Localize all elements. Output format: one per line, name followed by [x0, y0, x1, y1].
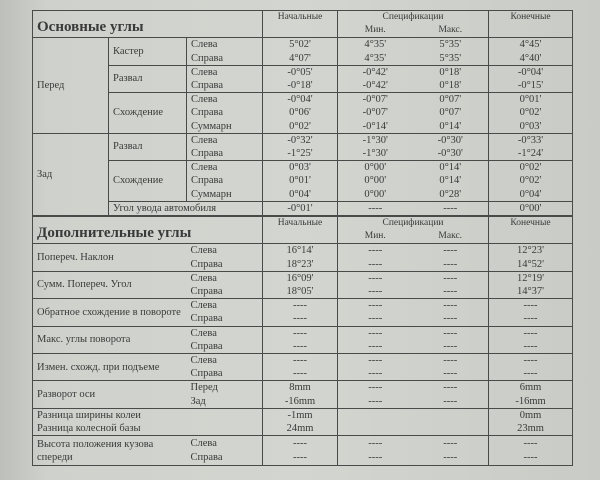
- side-label: Справа: [187, 367, 263, 381]
- header-min: Мин.: [338, 24, 413, 38]
- spec-max-value: 0°18': [413, 79, 489, 93]
- spec-min-value: [338, 422, 413, 436]
- param-label: Кастер: [109, 38, 187, 65]
- header-min: Мин.: [338, 230, 413, 244]
- final-value: ----: [489, 340, 573, 354]
- spec-min-value: ----: [338, 436, 413, 451]
- spec-max-value: ----: [413, 299, 489, 313]
- spec-min-value: -0°14': [338, 120, 413, 134]
- table-row: [33, 38, 573, 52]
- item-label: Измен. схожд. при подъеме: [33, 353, 187, 380]
- side-label: Справа: [187, 340, 263, 354]
- side-label: Слева: [187, 353, 263, 367]
- initial-value: -1°25': [263, 147, 338, 161]
- final-value: 14°37': [489, 285, 573, 299]
- side-label: Слева: [187, 299, 263, 313]
- header-final: Конечные: [489, 217, 573, 244]
- initial-value: -0°01': [263, 201, 338, 215]
- spec-min-value: 0°00': [338, 187, 413, 201]
- spec-max-value: ----: [413, 381, 489, 395]
- spec-max-value: 0°18': [413, 65, 489, 79]
- header-max: Макс.: [413, 24, 489, 38]
- side-label: Справа: [187, 174, 263, 187]
- item-label: Попереч. Наклон: [33, 244, 187, 271]
- side-label: Перед: [187, 381, 263, 395]
- final-value: 23mm: [489, 422, 573, 436]
- table-row: [33, 65, 573, 79]
- spec-min-value: -1°30': [338, 147, 413, 161]
- spec-max-value: ----: [413, 353, 489, 367]
- side-label: Слева: [187, 326, 263, 340]
- initial-value: 18°23': [263, 258, 338, 272]
- final-value: -1°24': [489, 147, 573, 161]
- spec-max-value: -0°30': [413, 133, 489, 147]
- spec-min-value: ----: [338, 326, 413, 340]
- spec-min-value: ----: [338, 271, 413, 285]
- final-value: 0°00': [489, 201, 573, 215]
- initial-value: 24mm: [263, 422, 338, 436]
- final-value: 4°45': [489, 38, 573, 52]
- initial-value: -0°32': [263, 133, 338, 147]
- spec-min-value: ----: [338, 340, 413, 354]
- side-label: Слева: [187, 271, 263, 285]
- initial-value: -0°04': [263, 93, 338, 107]
- final-value: -0°04': [489, 65, 573, 79]
- side-label: Справа: [187, 147, 263, 161]
- table-row: [33, 244, 573, 258]
- spec-max-value: ----: [413, 271, 489, 285]
- spec-max-value: ----: [413, 340, 489, 354]
- initial-value: -16mm: [263, 394, 338, 408]
- spec-min-value: ----: [338, 299, 413, 313]
- initial-value: ----: [263, 299, 338, 313]
- side-label: Справа: [187, 312, 263, 326]
- spec-max-value: ----: [413, 394, 489, 408]
- spec-max-value: ----: [413, 201, 489, 215]
- initial-value: ----: [263, 340, 338, 354]
- side-label: Суммарн: [187, 187, 263, 201]
- table-row: [33, 299, 573, 313]
- initial-value: ----: [263, 312, 338, 326]
- initial-value: 4°07': [263, 52, 338, 66]
- side-label: Слева: [187, 436, 263, 451]
- item-label: Высота положения кузова спереди: [33, 436, 187, 466]
- final-value: 6mm: [489, 381, 573, 395]
- side-label: Слева: [187, 161, 263, 175]
- section-title: Основные углы: [33, 11, 263, 38]
- spec-max-value: ----: [413, 312, 489, 326]
- table-row: [33, 93, 573, 107]
- initial-value: 0°03': [263, 161, 338, 175]
- final-value: ----: [489, 312, 573, 326]
- table-row: [33, 271, 573, 285]
- final-value: 0°01': [489, 93, 573, 107]
- final-value: ----: [489, 367, 573, 381]
- final-value: -0°33': [489, 133, 573, 147]
- header-row: [33, 217, 573, 231]
- table-row: [33, 422, 573, 436]
- initial-value: 16°14': [263, 244, 338, 258]
- side-label: Справа: [187, 52, 263, 66]
- final-value: 14°52': [489, 258, 573, 272]
- spec-min-value: -0°42': [338, 65, 413, 79]
- main-angles-table: [32, 10, 573, 216]
- item-label: Разница ширины колеи: [33, 408, 263, 422]
- final-value: 0°02': [489, 174, 573, 187]
- spec-min-value: ----: [338, 244, 413, 258]
- final-value: 0mm: [489, 408, 573, 422]
- item-label: Обратное схождение в повороте: [33, 299, 187, 326]
- spec-max-value: [413, 422, 489, 436]
- spec-max-value: 0°14': [413, 174, 489, 187]
- param-label: Развал: [109, 65, 187, 92]
- initial-value: 0°06': [263, 106, 338, 119]
- spec-max-value: 0°07': [413, 106, 489, 119]
- final-value: 0°03': [489, 120, 573, 134]
- header-final: Конечные: [489, 11, 573, 38]
- initial-value: 18°05': [263, 285, 338, 299]
- spec-max-value: ----: [413, 436, 489, 451]
- table-row: [33, 326, 573, 340]
- side-label: Зад: [187, 394, 263, 408]
- spec-max-value: 0°14': [413, 120, 489, 134]
- spec-min-value: ----: [338, 201, 413, 215]
- spec-min-value: ----: [338, 381, 413, 395]
- side-label: Справа: [187, 258, 263, 272]
- spec-min-value: ----: [338, 285, 413, 299]
- spec-max-value: 5°35': [413, 52, 489, 66]
- initial-value: 8mm: [263, 381, 338, 395]
- spec-min-value: ----: [338, 367, 413, 381]
- item-label: Разница колесной базы: [33, 422, 263, 436]
- initial-value: ----: [263, 436, 338, 451]
- final-value: 0°02': [489, 161, 573, 175]
- final-value: ----: [489, 451, 573, 466]
- table-row: [33, 408, 573, 422]
- side-label: Слева: [187, 244, 263, 258]
- spec-max-value: -0°30': [413, 147, 489, 161]
- initial-value: ----: [263, 367, 338, 381]
- initial-value: -1mm: [263, 408, 338, 422]
- spec-max-value: ----: [413, 326, 489, 340]
- table-row: [33, 381, 573, 395]
- initial-value: 0°02': [263, 120, 338, 134]
- initial-value: 5°02': [263, 38, 338, 52]
- initial-value: ----: [263, 353, 338, 367]
- table-row: [33, 436, 573, 451]
- table-row: [33, 161, 573, 175]
- param-label: Схождение: [109, 93, 187, 134]
- spec-min-value: 4°35': [338, 52, 413, 66]
- final-value: 0°04': [489, 187, 573, 201]
- header-initial: Начальные: [263, 11, 338, 38]
- initial-value: 16°09': [263, 271, 338, 285]
- spec-max-value: 0°07': [413, 93, 489, 107]
- side-label: Справа: [187, 106, 263, 119]
- initial-value: -0°18': [263, 79, 338, 93]
- initial-value: -0°05': [263, 65, 338, 79]
- spec-max-value: ----: [413, 285, 489, 299]
- side-label: Справа: [187, 285, 263, 299]
- spec-min-value: -0°42': [338, 79, 413, 93]
- additional-angles-table: [32, 216, 573, 466]
- final-value: ----: [489, 326, 573, 340]
- final-value: -16mm: [489, 394, 573, 408]
- spec-max-value: ----: [413, 258, 489, 272]
- header-row: [33, 11, 573, 25]
- spec-max-value: 0°28': [413, 187, 489, 201]
- spec-max-value: ----: [413, 244, 489, 258]
- initial-value: 0°01': [263, 174, 338, 187]
- header-initial: Начальные: [263, 217, 338, 244]
- spec-max-value: 0°14': [413, 161, 489, 175]
- side-label: Слева: [187, 65, 263, 79]
- spec-min-value: 4°35': [338, 38, 413, 52]
- item-label: Макс. углы поворота: [33, 326, 187, 353]
- spec-min-value: ----: [338, 394, 413, 408]
- spec-max-value: 5°35': [413, 38, 489, 52]
- final-value: ----: [489, 353, 573, 367]
- spec-min-value: -0°07': [338, 93, 413, 107]
- side-label: Слева: [187, 133, 263, 147]
- section-title: Дополнительные углы: [33, 217, 263, 244]
- final-value: ----: [489, 436, 573, 451]
- table-row: [33, 133, 573, 147]
- spec-min-value: ----: [338, 312, 413, 326]
- final-value: 12°19': [489, 271, 573, 285]
- item-label: Сумм. Попереч. Угол: [33, 271, 187, 298]
- spec-min-value: [338, 408, 413, 422]
- final-value: 4°40': [489, 52, 573, 66]
- spec-min-value: ----: [338, 258, 413, 272]
- item-label: Разворот оси: [33, 381, 187, 408]
- header-max: Макс.: [413, 230, 489, 244]
- final-value: -0°15': [489, 79, 573, 93]
- group-label: Зад: [33, 133, 109, 215]
- side-label: Справа: [187, 79, 263, 93]
- spec-min-value: ----: [338, 451, 413, 466]
- header-spec: Спецификации: [338, 217, 489, 231]
- spec-min-value: -1°30': [338, 133, 413, 147]
- group-label: Перед: [33, 38, 109, 133]
- side-label: Справа: [187, 451, 263, 466]
- param-label: Угол увода автомобиля: [109, 201, 263, 215]
- initial-value: 0°04': [263, 187, 338, 201]
- table-row: [33, 353, 573, 367]
- side-label: Слева: [187, 38, 263, 52]
- side-label: Слева: [187, 93, 263, 107]
- final-value: 12°23': [489, 244, 573, 258]
- final-value: ----: [489, 299, 573, 313]
- spec-min-value: -0°07': [338, 106, 413, 119]
- table-row: [33, 201, 573, 215]
- spec-max-value: ----: [413, 367, 489, 381]
- param-label: Развал: [109, 133, 187, 160]
- header-spec: Спецификации: [338, 11, 489, 25]
- spec-min-value: ----: [338, 353, 413, 367]
- spec-min-value: 0°00': [338, 161, 413, 175]
- spec-min-value: 0°00': [338, 174, 413, 187]
- side-label: Суммарн: [187, 120, 263, 134]
- final-value: 0°02': [489, 106, 573, 119]
- spec-max-value: [413, 408, 489, 422]
- initial-value: ----: [263, 451, 338, 466]
- initial-value: ----: [263, 326, 338, 340]
- spec-max-value: ----: [413, 451, 489, 466]
- param-label: Схождение: [109, 161, 187, 202]
